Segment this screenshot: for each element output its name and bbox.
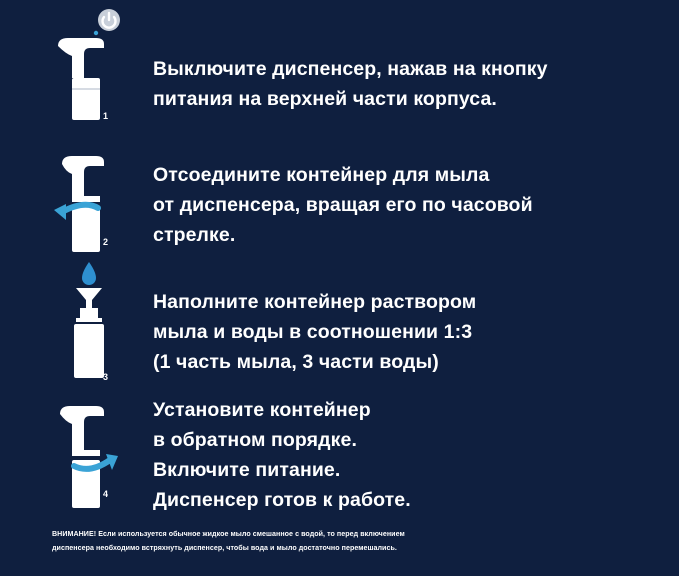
step-2-number: 2 xyxy=(103,237,109,247)
step-2-text xyxy=(153,160,663,250)
dispenser-reassemble-icon xyxy=(44,394,134,512)
container-fill-icon xyxy=(44,260,134,378)
step-3-number: 3 xyxy=(103,372,109,382)
step-3-line: (1 часть мыла, 3 части воды) xyxy=(153,351,439,373)
step-2-line: Отсоедините контейнер для мыла xyxy=(153,164,490,186)
warning-text: Если используется обычное жидкое мыло смешанное с водой, то перед включением xyxy=(98,530,405,538)
step-3-line: Наполните контейнер раствором xyxy=(153,291,477,313)
dispenser-power-icon xyxy=(44,4,134,122)
step-4-text xyxy=(153,395,663,515)
step-1-line: Выключите диспенсер, нажав на кнопку xyxy=(153,58,548,80)
step-2-line: от диспенсера, вращая его по часовой xyxy=(153,194,533,216)
step-4-line: Диспенсер готов к работе. xyxy=(153,489,411,511)
dispenser-rotate-icon xyxy=(44,138,134,256)
step-1-line: питания на верхней части корпуса. xyxy=(153,88,497,110)
step-2-line: стрелке. xyxy=(153,224,236,246)
step-4-line: Установите контейнер xyxy=(153,399,371,421)
warning-line-1 xyxy=(52,527,652,541)
step-4-line: в обратном порядке. xyxy=(153,429,357,451)
warning-label: ВНИМАНИЕ! xyxy=(52,530,97,538)
warning-line-2: диспенсера необходимо встряхнуть диспенсер, чтобы вода и мыло достаточно перемешались. xyxy=(52,544,397,552)
step-1-number: 1 xyxy=(103,111,109,121)
step-4-line: Включите питание. xyxy=(153,459,341,481)
step-1-text xyxy=(153,54,663,114)
warning-note xyxy=(52,527,652,555)
step-3-line: мыла и воды в соотношении 1:3 xyxy=(153,321,473,343)
step-3-text xyxy=(153,287,663,377)
step-4-number: 4 xyxy=(103,489,109,499)
